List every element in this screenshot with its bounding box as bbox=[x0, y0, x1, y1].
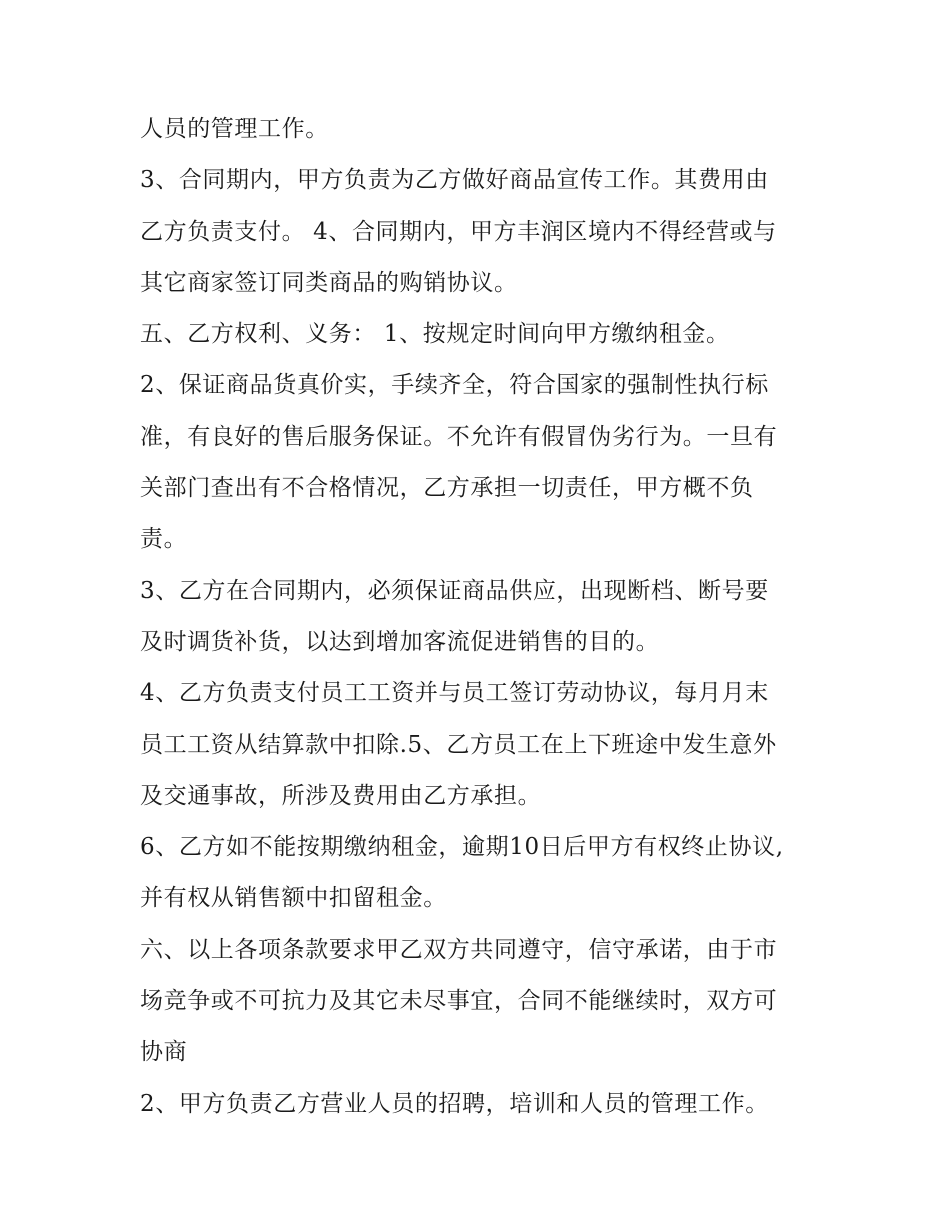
text-line: 并有权从销售额中扣留租金。 bbox=[140, 885, 447, 912]
text-line: 3、乙方在合同期内，必须保证商品供应，出现断档、断号要 bbox=[140, 577, 769, 604]
text-line: 及交通事故，所涉及费用由乙方承担。 bbox=[140, 782, 542, 809]
text-line: 3、合同期内，甲方负责为乙方做好商品宣传工作。其费用由 bbox=[140, 167, 769, 194]
text-line: 6、乙方如不能按期缴纳租金，逾期10日后甲方有权终止协议, bbox=[140, 834, 784, 861]
text-line: 2、保证商品货真价实，手续齐全，符合国家的强制性执行标 bbox=[140, 372, 769, 399]
text-line: 责。 bbox=[140, 526, 188, 553]
text-line: 2、甲方负责乙方营业人员的招聘，培训和人员的管理工作。 bbox=[140, 1090, 769, 1117]
text-line: 人员的管理工作。 bbox=[140, 116, 329, 142]
document-body bbox=[140, 104, 820, 1130]
text-line: 准，有良好的售后服务保证。不允许有假冒伪劣行为。一旦有 bbox=[140, 423, 778, 450]
text-line: 五、乙方权利、义务： 1、按规定时间向甲方缴纳租金。 bbox=[140, 321, 730, 348]
text-line: 4、乙方负责支付员工工资并与员工签订劳动协议，每月月末 bbox=[140, 680, 769, 707]
text-line: 及时调货补货，以达到增加客流促进销售的目的。 bbox=[140, 628, 660, 655]
text-line: 场竞争或不可抗力及其它未尽事宜，合同不能继续时，双方可 bbox=[140, 988, 778, 1015]
text-line: 其它商家签订同类商品的购销协议。 bbox=[140, 269, 518, 296]
text-line: 乙方负责支付。 4、合同期内，甲方丰润区境内不得经营或与 bbox=[140, 218, 777, 245]
text-line: 协商 bbox=[140, 1039, 188, 1066]
text-line: 六、以上各项条款要求甲乙双方共同遵守，信守承诺，由于市 bbox=[140, 936, 778, 963]
text-line: 关部门查出有不合格情况，乙方承担一切责任，甲方概不负 bbox=[140, 475, 754, 502]
text-line: 员工工资从结算款中扣除.5、乙方员工在上下班途中发生意外 bbox=[140, 731, 777, 758]
